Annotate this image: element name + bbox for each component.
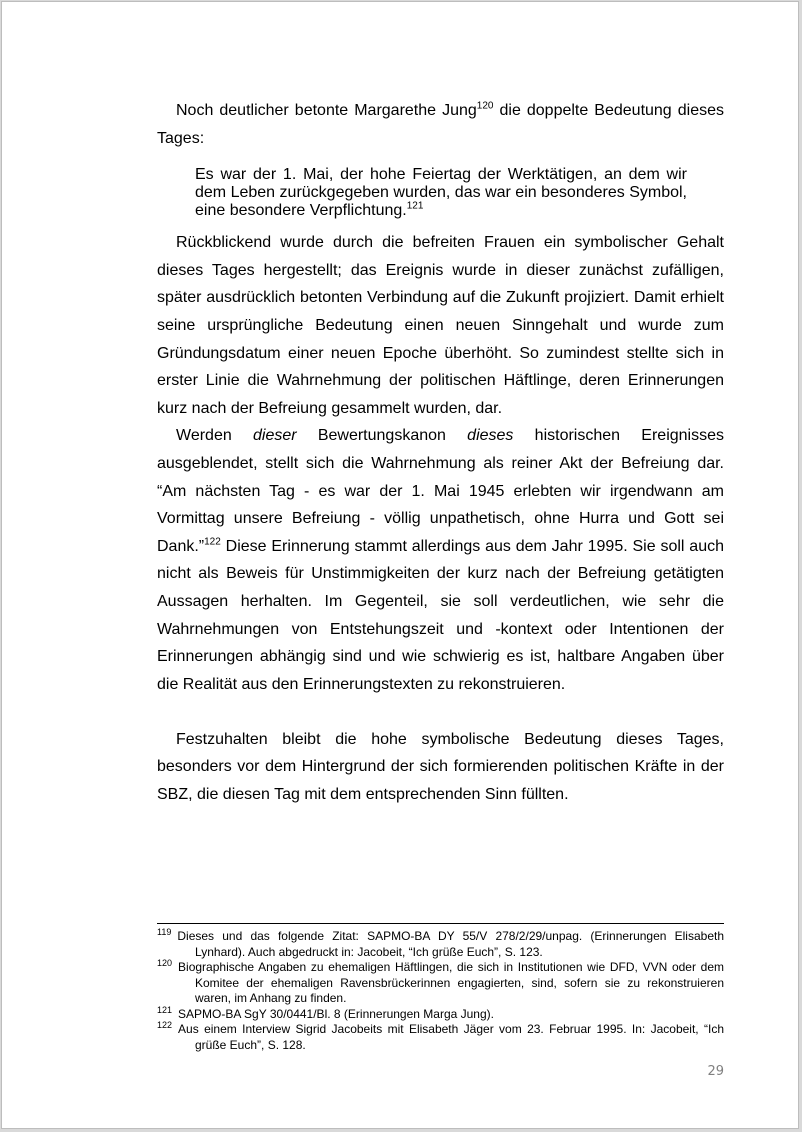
document-page xyxy=(1,1,799,1129)
page-number: 29 xyxy=(707,1064,724,1079)
footnote-ref-122[interactable]: 122 xyxy=(204,536,221,548)
footnote-121: $^{121}$ SAPMO-BA SgY 30/0441/Bl. 8 (Erinnerungen Marga Jung). xyxy=(157,1004,494,1021)
body-text xyxy=(157,97,724,809)
footnotes xyxy=(157,929,724,1053)
footnote-ref-121[interactable]: 121 xyxy=(406,200,424,212)
block-quote: Es war der 1. Mai, der hohe Feiertag der Werktätigen, an dem wir dem Leben zurückgegeben wurden, das war ein besonderes Symbol, eine besondere Verpflichtung.$^{121}$ xyxy=(195,166,687,220)
footnote-122: $^{122}$ Aus einem Interview Sigrid Jacobeits mit Elisabeth Jäger vom 23. Februar 1995. In: Jacobeit, “Ich grüße Euch”, S. 128. xyxy=(157,1020,724,1052)
paragraph-2: Rückblickend wurde durch die befreiten Frauen ein symbolischer Gehalt dieses Tages hergestellt; das Ereignis wurde in dieser zunächst zufälligen, später ausdrücklich betonten Verbindung auf die Zukunft projiziert. Damit erhielt seine ursprüngliche Bedeutung einen neuen Sinngehalt und wurde zum Gründungsdatum einer neuen Epoche überhöht. So zumindest stellte sich in erster Linie die Wahrnehmung der politischen Häftlinge, deren Erinnerungen kurz nach der Befreiung gesammelt wurden, dar. xyxy=(157,234,724,417)
paragraph-1: Noch deutlicher betonte Margarethe Jung$^{120}$ die doppelte Bedeutung dieses Tages: xyxy=(157,100,724,147)
footnote-120: $^{120}$ Biographische Angaben zu ehemaligen Häftlingen, die sich in Institutionen wie DFD, VVN oder dem Komitee der ehemaligen Ravensbrückerinnen engagierten, sind, sofern sie zu rekonstruieren waren, im Anhang zu finden. xyxy=(157,958,724,1005)
footnote-119: $^{119}$ Dieses und das folgende Zitat: SAPMO-BA DY 55/V 278/2/29/unpag. (Erinnerungen Elisabeth Lynhard). Auch abgedruckt in: Jacobeit, “Ich grüße Euch”, S. 123. xyxy=(157,927,724,959)
paragraph-4: Festzuhalten bleibt die hohe symbolische Bedeutung dieses Tages, besonders vor dem Hintergrund der sich formierenden politischen Kräfte in der SBZ, die diesen Tag mit dem entsprechenden Sinn füllten. xyxy=(157,730,724,804)
footnote-separator xyxy=(157,923,724,924)
footnote-ref-120[interactable]: 120 xyxy=(476,100,494,112)
paragraph-3: Werden dieser Bewertungskanon dieses historischen Ereignisses ausgeblendet, stellt sich die Wahrnehmung als reiner Akt der Befreiung dar. “Am nächsten Tag - es war der 1. Mai 1945 erlebten wir irgendwann am Vormittag unsere Befreiung - völlig unpathetisch, ohne Hurra und Gott sei Dank.”$^{122}$ Diese Erinnerung stammt allerdings aus dem Jahr 1995. Sie soll auch nicht als Beweis für Unstimmigkeiten der kurz nach der Befreiung getätigten Aussagen herhalten. Im Gegenteil, sie soll verdeutlichen, wie sehr die Wahrnehmungen von Entstehungszeit und -kontext oder Intentionen der Erinnerungen abhängig sind und wie schwierig es ist, haltbare Angaben über die Realität aus den Erinnerungstexten zu rekonstruieren. xyxy=(157,427,725,693)
